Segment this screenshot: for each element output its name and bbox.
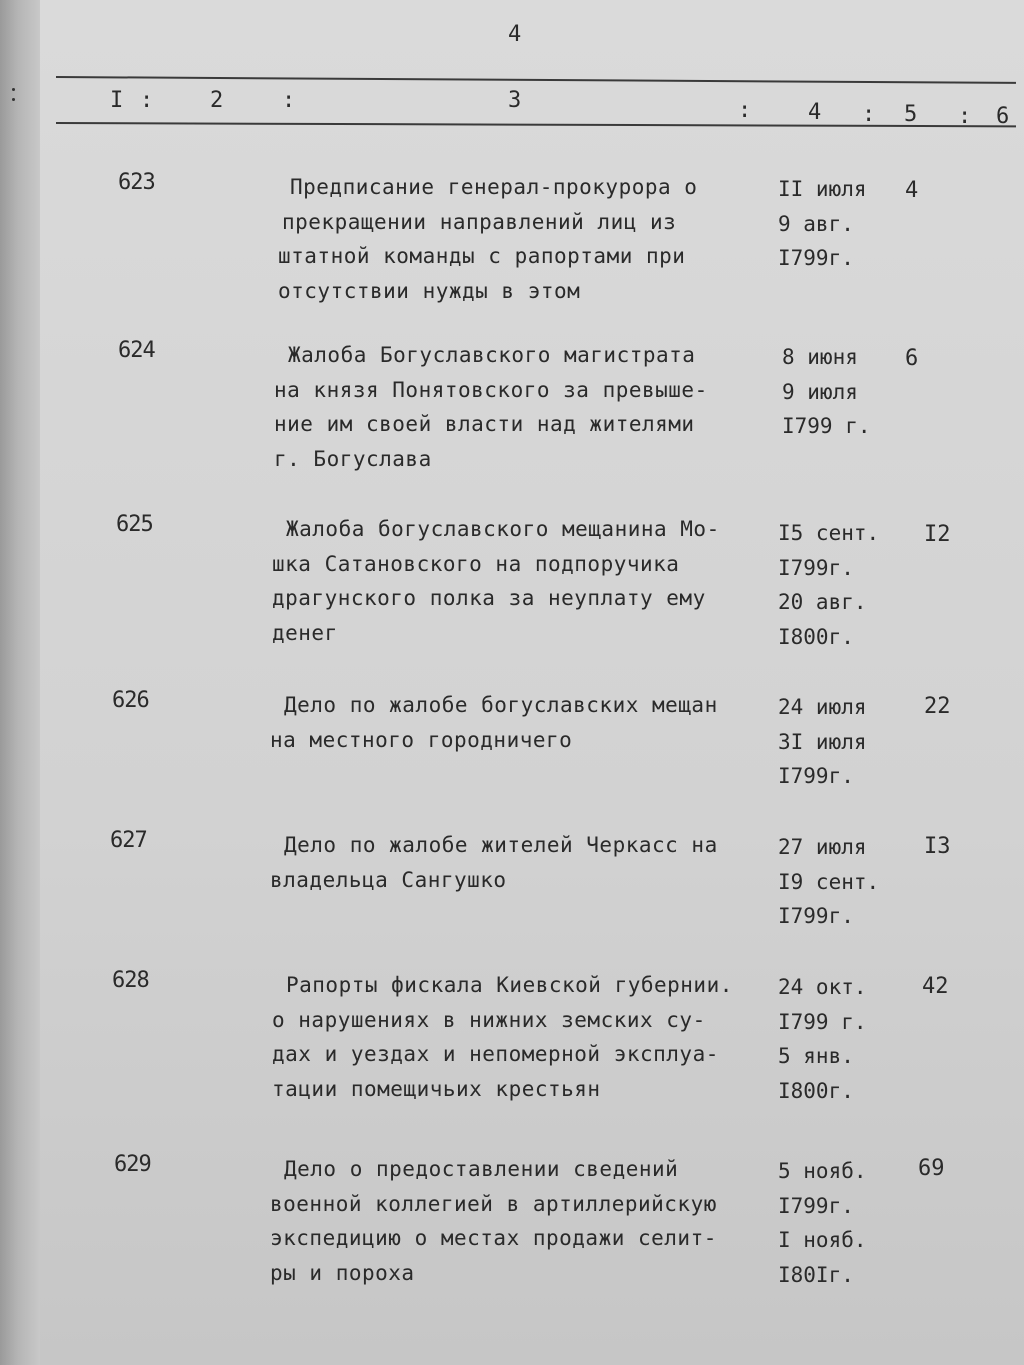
sheet-count: I3: [924, 834, 951, 859]
record-description: [270, 1152, 784, 1290]
description-line: Рапорты фискала Киевской губернии.: [286, 973, 733, 997]
record-description: [274, 338, 788, 476]
date-line: 27 июля: [778, 835, 867, 859]
description-line: прекращении направлений лиц из: [282, 209, 677, 234]
sheet-count: 4: [905, 178, 919, 203]
date-line: II июля: [778, 177, 867, 201]
date-line: I799г.: [778, 555, 854, 580]
table-row: [0, 170, 1024, 320]
column-separator: :: [958, 104, 972, 129]
description-line: ние им своей власти над жителями: [274, 412, 695, 436]
column-header-4: 4: [808, 100, 822, 125]
date-line: I800г.: [778, 1078, 854, 1103]
description-line: Дело по жалобе жителей Черкасс на: [284, 833, 718, 857]
table-row: [0, 1152, 1024, 1302]
column-separator: :: [282, 88, 296, 113]
date-line: I799 г.: [782, 414, 871, 438]
record-dates: [778, 172, 898, 276]
record-dates: [782, 340, 902, 444]
date-line: I9 сент.: [778, 869, 880, 894]
record-dates: [778, 690, 898, 794]
column-header-1: I: [110, 88, 124, 113]
description-line: Жалоба Богуславского магистрата: [288, 343, 696, 367]
description-line: драгунского полка за неуплату ему: [272, 586, 706, 610]
date-line: 20 авг.: [778, 590, 867, 614]
description-line: тации помещичьих крестьян: [272, 1076, 601, 1101]
record-description: [272, 968, 786, 1106]
column-separator: :: [738, 98, 752, 123]
record-description: [278, 170, 790, 308]
description-line: на князя Понятовского за превыше-: [274, 377, 708, 402]
record-dates: [778, 516, 898, 654]
sheet-count: I2: [924, 522, 951, 547]
sheet-count: 22: [924, 694, 951, 719]
description-line: шка Сатановского на подпоручика: [272, 551, 680, 576]
page-number: 4: [508, 22, 522, 47]
sheet-count: 6: [905, 346, 919, 371]
record-number: 628: [112, 968, 149, 993]
column-header-5: 5: [904, 102, 918, 127]
date-line: I799 г.: [778, 1009, 867, 1034]
description-line: отсутствии нужды в этом: [278, 278, 581, 303]
table-row: [0, 688, 1024, 838]
description-line: г. Богуслава: [274, 446, 432, 471]
date-line: 9 июля: [782, 379, 858, 404]
spine-mark: [12, 98, 15, 101]
description-line: на местного городничего: [270, 727, 573, 752]
date-line: 5 нояб.: [778, 1159, 867, 1183]
date-line: 5 янв.: [778, 1044, 854, 1068]
table-row: [0, 828, 1024, 978]
description-line: денег: [272, 620, 338, 645]
record-number: 629: [114, 1152, 151, 1177]
date-line: 8 июня: [782, 345, 858, 369]
date-line: 24 окт.: [778, 975, 867, 999]
date-line: 3I июля: [778, 729, 867, 754]
record-dates: [778, 970, 898, 1108]
record-description: [270, 828, 784, 897]
description-line: Дело о предоставлении сведений: [284, 1157, 679, 1181]
description-line: владельца Сангушко: [270, 867, 507, 892]
description-line: экспедицию о местах продажи селит-: [270, 1226, 717, 1250]
record-dates: [778, 830, 898, 934]
date-line: I799г.: [778, 246, 854, 270]
column-separator: :: [862, 102, 876, 127]
record-description: [270, 688, 784, 757]
date-line: I800г.: [778, 624, 854, 649]
description-line: военной коллегией в артиллерийскую: [270, 1191, 717, 1216]
date-line: I80Iг.: [778, 1262, 854, 1287]
record-number: 625: [116, 512, 153, 537]
date-line: 24 июля: [778, 695, 867, 719]
date-line: I799г.: [778, 1193, 854, 1218]
column-header-3: 3: [508, 88, 522, 113]
record-number: 624: [118, 338, 155, 363]
record-number: 627: [110, 828, 147, 853]
description-line: Предписание генерал-прокурора о: [290, 175, 698, 199]
record-number: 623: [118, 170, 155, 195]
description-line: ры и пороха: [270, 1260, 415, 1285]
date-line: I799г.: [778, 764, 854, 788]
sheet-count: 42: [922, 974, 949, 999]
record-number: 626: [112, 688, 149, 713]
date-line: I799г.: [778, 904, 854, 928]
date-line: 9 авг.: [778, 211, 854, 236]
description-line: штатной команды с рапортами при: [278, 244, 686, 268]
sheet-count: 69: [918, 1156, 945, 1181]
date-line: I нояб.: [778, 1228, 867, 1252]
spine-mark: [12, 88, 15, 91]
column-header-2: 2: [210, 88, 224, 113]
record-description: [272, 512, 786, 650]
description-line: о нарушениях в нижних земских су-: [272, 1007, 706, 1032]
table-row: [0, 512, 1024, 662]
description-line: Дело по жалобе богуславских мещан: [284, 693, 718, 717]
description-line: дах и уездах и непомерной эксплуа-: [272, 1042, 719, 1066]
description-line: Жалоба богуславского мещанина Мо-: [286, 517, 720, 541]
column-header-6: 6: [996, 104, 1010, 129]
table-row: [0, 968, 1024, 1118]
record-dates: [778, 1154, 898, 1292]
table-row: [0, 338, 1024, 488]
date-line: I5 сент.: [778, 521, 880, 545]
column-separator: :: [140, 88, 154, 113]
